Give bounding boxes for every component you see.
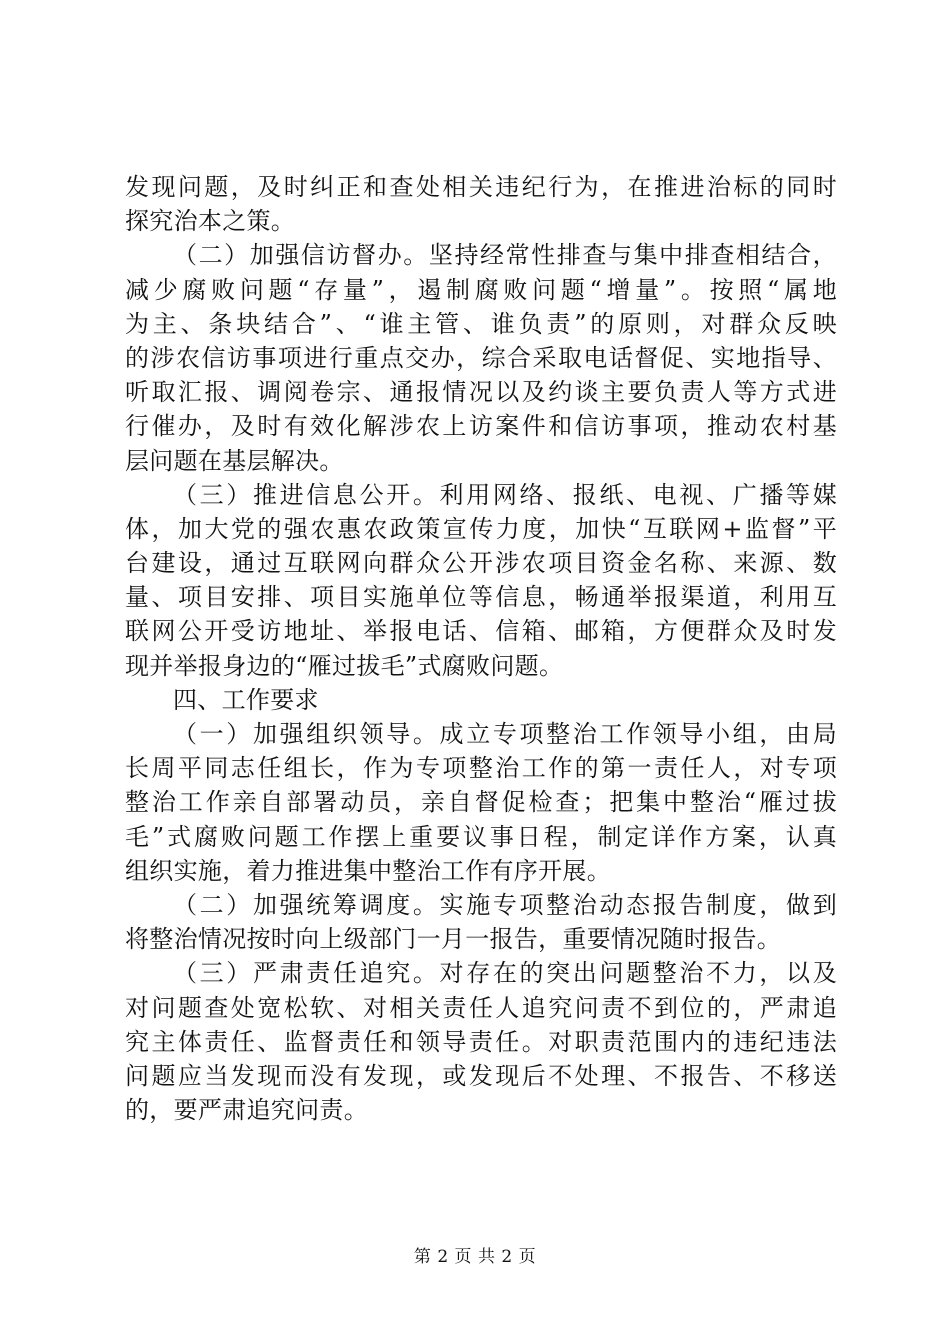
text-line: 发现问题，及时纠正和查处相关违纪行为，在推进治标的同时 xyxy=(125,173,837,201)
text-line: 组织实施，着力推进集中整治工作有序开展。 xyxy=(125,856,611,885)
text-line: 为主、条块结合”、“谁主管、谁负责”的原则，对群众反映 xyxy=(125,309,837,338)
text-line: （二）加强统筹调度。实施专项整治动态报告制度，做到 xyxy=(173,890,837,919)
text-line: 现并举报身边的“雁过拔毛”式腐败问题。 xyxy=(125,651,564,680)
document-body xyxy=(125,170,837,1127)
text-line: 行催办，及时有效化解涉农上访案件和信访事项，推动农村基 xyxy=(125,412,837,441)
text-line: 体，加大党的强农惠农政策宣传力度，加快“互联网+监督”平 xyxy=(125,514,837,543)
page-footer: 第 2 页 共 2 页 xyxy=(413,1247,537,1267)
text-line: 量、项目安排、项目实施单位等信息，畅通举报渠道，利用互 xyxy=(125,583,837,612)
text-line: 的涉农信访事项进行重点交办，综合采取电话督促、实地指导、 xyxy=(125,343,837,372)
text-line: （三）推进信息公开。利用网络、报纸、电视、广播等媒 xyxy=(173,480,837,509)
text-line: （三）严肃责任追究。对存在的突出问题整治不力，以及 xyxy=(173,959,837,988)
text-line: 减少腐败问题“存量”，遏制腐败问题“增量”。按照“属地 xyxy=(125,275,837,304)
text-line: 究主体责任、监督责任和领导责任。对职责范围内的违纪违法 xyxy=(125,1027,837,1056)
text-line: 台建设，通过互联网向群众公开涉农项目资金名称、来源、数 xyxy=(125,549,837,578)
text-line: 对问题查处宽松软、对相关责任人追究问责不到位的，严肃追 xyxy=(125,993,837,1022)
text-line: 毛”式腐败问题工作摆上重要议事日程，制定详作方案，认真 xyxy=(125,822,837,851)
text-line: 听取汇报、调阅卷宗、通报情况以及约谈主要负责人等方式进 xyxy=(125,378,837,407)
text-line: （二）加强信访督办。坚持经常性排查与集中排查相结合， xyxy=(173,241,837,270)
text-line: 四、工作要求 xyxy=(173,685,319,714)
text-line: 长周平同志任组长，作为专项整治工作的第一责任人，对专项 xyxy=(125,754,837,783)
text-line: 问题应当发现而没有发现，或发现后不处理、不报告、不移送 xyxy=(125,1061,837,1090)
text-line: 探究治本之策。 xyxy=(125,207,296,236)
text-line: （一）加强组织领导。成立专项整治工作领导小组，由局 xyxy=(173,720,837,748)
text-line: 将整治情况按时向上级部门一月一报告，重要情况随时报告。 xyxy=(125,925,782,954)
text-line: 层问题在基层解决。 xyxy=(125,446,344,475)
text-line: 整治工作亲自部署动员，亲自督促检查；把集中整治“雁过拔 xyxy=(125,788,837,817)
text-line: 的，要严肃追究问责。 xyxy=(125,1096,368,1125)
text-line: 联网公开受访地址、举报电话、信箱、邮箱，方便群众及时发 xyxy=(125,617,837,646)
